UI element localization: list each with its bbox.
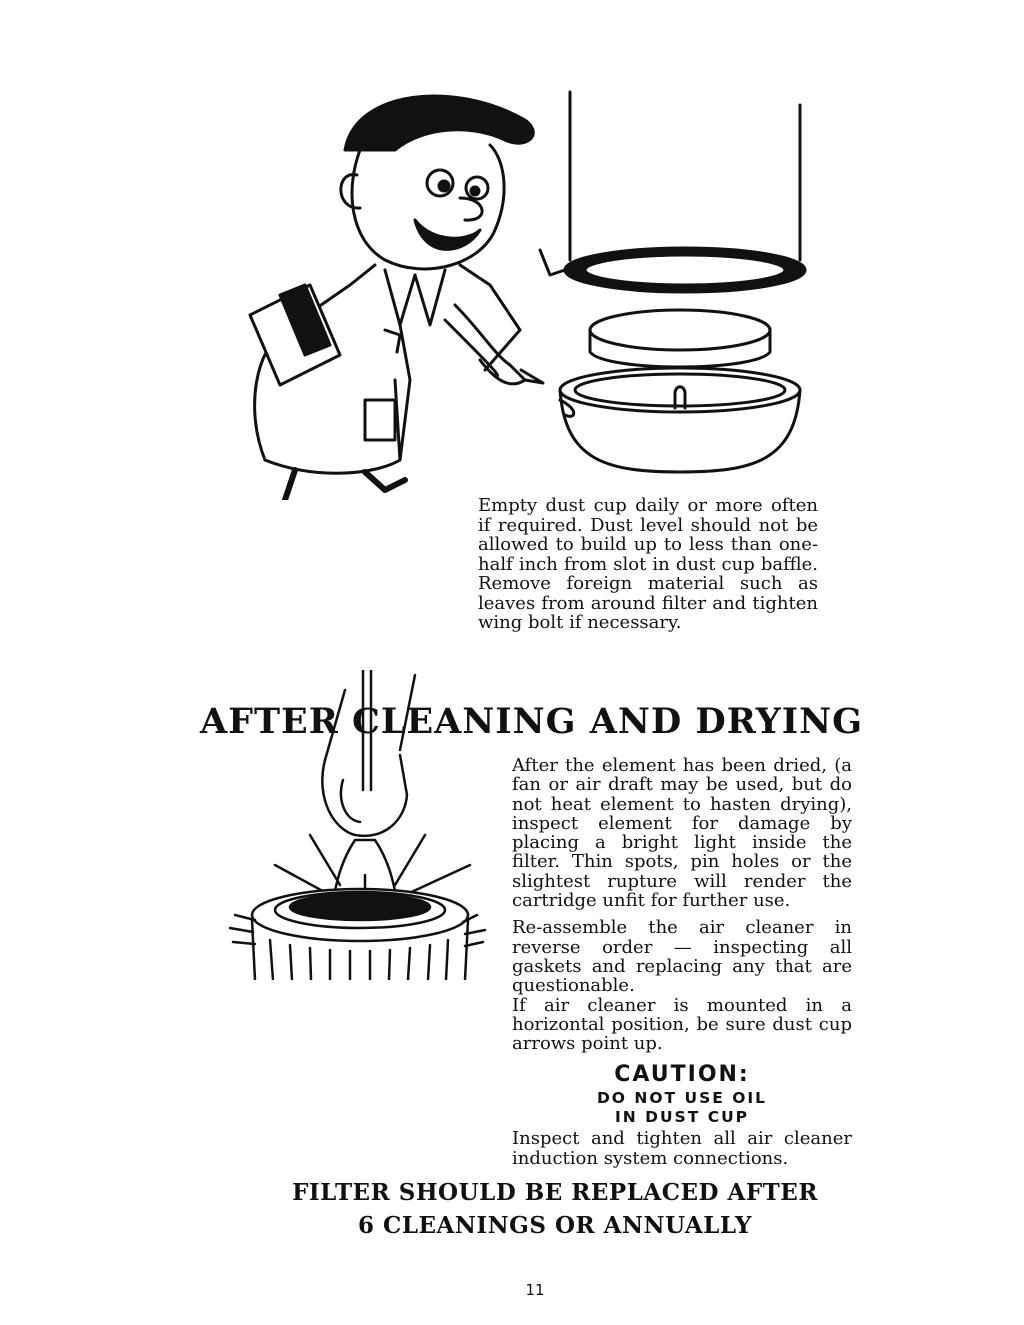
replacement-notice-line-2: 6 CLEANINGS OR ANNUALLY (358, 1212, 752, 1239)
dust-cup-instructions: Empty dust cup daily or more often if required. Dust level should not be allowed to build up to less than one-half inch from slot in dust cup baffle. Remove foreign material such as leaves from around filter and tighten wing bolt if necessary. (478, 495, 818, 633)
inspection-paragraph: After the element has been dried, (a fan or air draft may be used, but do not heat element to hasten drying), inspect element for damage by placing a bright light inside the filter. Thin spots, pin holes or the slightest rupture will render the cartridge unfit for further use. (512, 755, 852, 912)
reassembly-paragraph: Re-assemble the air cleaner in reverse order — inspecting all gaskets and replacing any that are questionable. (512, 917, 852, 997)
horizontal-mount-paragraph: If air cleaner is mounted in a horizontal position, be sure dust cup arrows point up. (512, 994, 852, 1055)
page-number: 11 (525, 1281, 545, 1299)
section-heading: AFTER CLEANING AND DRYING (200, 701, 864, 742)
caution-block (512, 1061, 852, 1127)
caution-line-1: DO NOT USE OIL (596, 1089, 768, 1108)
inspect-connections-paragraph: Inspect and tighten all air cleaner induction system connections. (512, 1128, 852, 1169)
caution-title: CAUTION: (614, 1062, 750, 1088)
right-column-text (512, 756, 852, 1176)
caution-line-2: IN DUST CUP (614, 1108, 750, 1127)
technician-dust-cup-illustration (225, 80, 825, 500)
replacement-notice (150, 1176, 960, 1242)
replacement-notice-line-1: FILTER SHOULD BE REPLACED AFTER (292, 1179, 818, 1206)
